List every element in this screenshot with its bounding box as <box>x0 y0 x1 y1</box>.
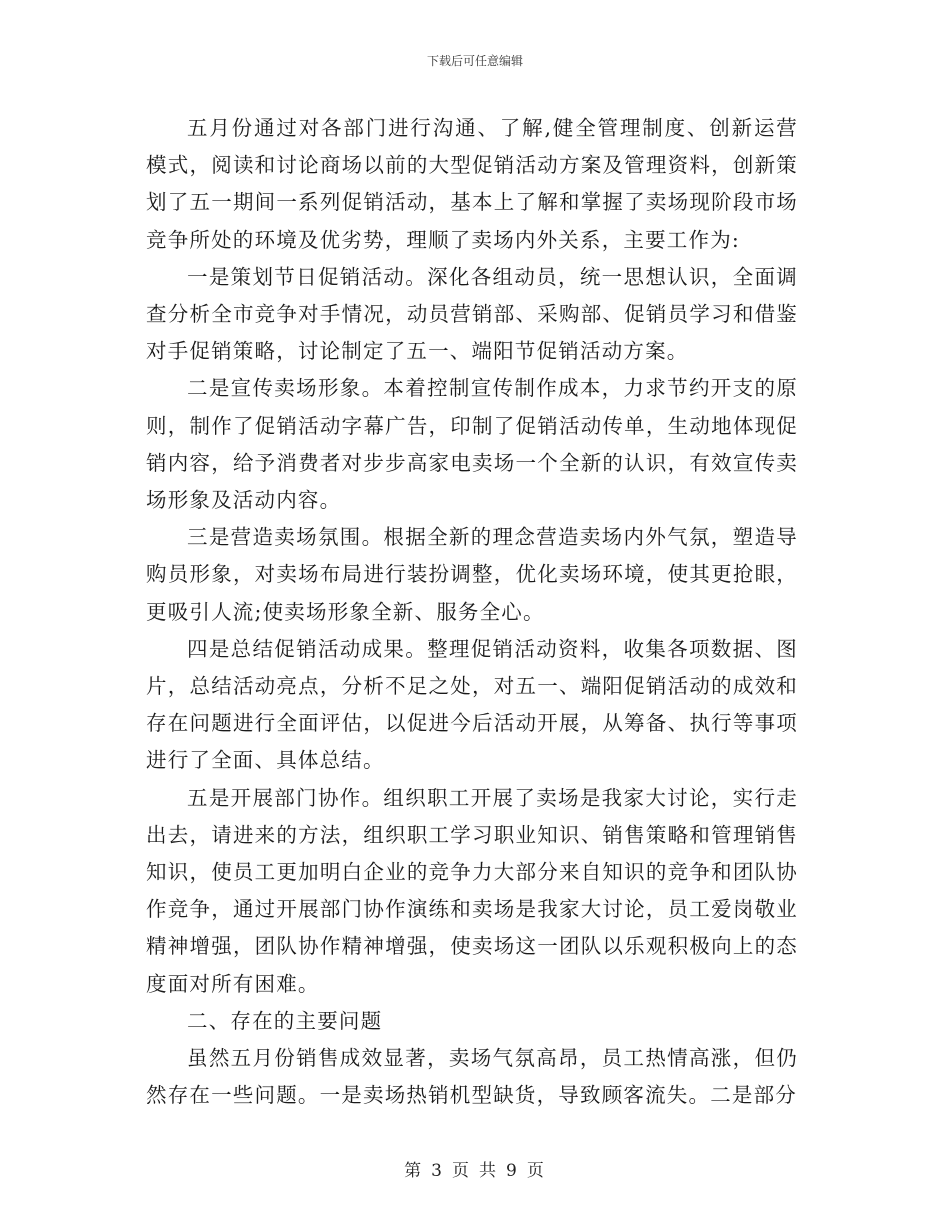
paragraph-item-3: 三是营造卖场氛围。根据全新的理念营造卖场内外气氛，塑造导购员形象，对卖场布局进行装扮调整，优化卖场环境，使其更抢眼，更吸引人流;使卖场形象全新、服务全心。 <box>146 525 798 624</box>
footer-page-label: 页 <box>452 1161 471 1181</box>
document-body <box>146 110 798 1114</box>
paragraph-intro: 五月份通过对各部门进行沟通、了解,健全管理制度、创新运营模式，阅读和讨论商场以前的大型促销活动方案及管理资料，创新策划了五一期间一系列促销活动，基本上了解和掌握了卖场现阶段市场竞争所处的环境及优劣势，理顺了卖场内外关系，主要工作为: <box>146 116 798 252</box>
page-header: 下载后可任意编辑 <box>426 54 523 68</box>
section-heading-problems: 二、存在的主要问题 <box>187 1008 383 1033</box>
paragraph-item-4: 四是总结促销活动成果。整理促销活动资料，收集各项数据、图片，总结活动亮点，分析不足之处，对五一、端阳促销活动的成效和存在问题进行全面评估，以促进今后活动开展，从筹备、执行等事项进行了全面、具体总结。 <box>146 636 798 773</box>
footer-total-pages: 9 <box>506 1161 519 1181</box>
paragraph-item-2: 二是宣传卖场形象。本着控制宣传制作成本，力求节约开支的原则，制作了促销活动字幕广告，印制了促销活动传单，生动地体现促销内容，给予消费者对步步高家电卖场一个全新的认识，有效宣传卖场形象及活动内容。 <box>146 376 798 513</box>
footer-current-page: 3 <box>431 1161 444 1181</box>
footer-prefix: 第 <box>404 1161 424 1181</box>
footer-suffix: 页 <box>526 1161 546 1181</box>
page-footer <box>0 1156 950 1181</box>
footer-total-label: 共 <box>479 1161 498 1181</box>
paragraph-problems: 虽然五月份销售成效显著，卖场气氛高昂，员工热情高涨，但仍然存在一些问题。一是卖场热销机型缺货，导致顾客流失。二是部分 <box>146 1046 798 1108</box>
paragraph-item-5: 五是开展部门协作。组织职工开展了卖场是我家大讨论，实行走出去，请进来的方法，组织职工学习职业知识、销售策略和管理销售知识，使员工更加明白企业的竞争力大部分来自知识的竞争和团队协作竞争，通过开展部门协作演练和卖场是我家大讨论，员工爱岗敬业精神增强，团队协作精神增强，使卖场这一团队以乐观积极向上的态度面对所有困难。 <box>146 785 798 996</box>
paragraph-item-1: 一是策划节日促销活动。深化各组动员，统一思想认识，全面调查分析全市竞争对手情况，动员营销部、采购部、促销员学习和借鉴对手促销策略，讨论制定了五一、端阳节促销活动方案。 <box>146 264 798 364</box>
